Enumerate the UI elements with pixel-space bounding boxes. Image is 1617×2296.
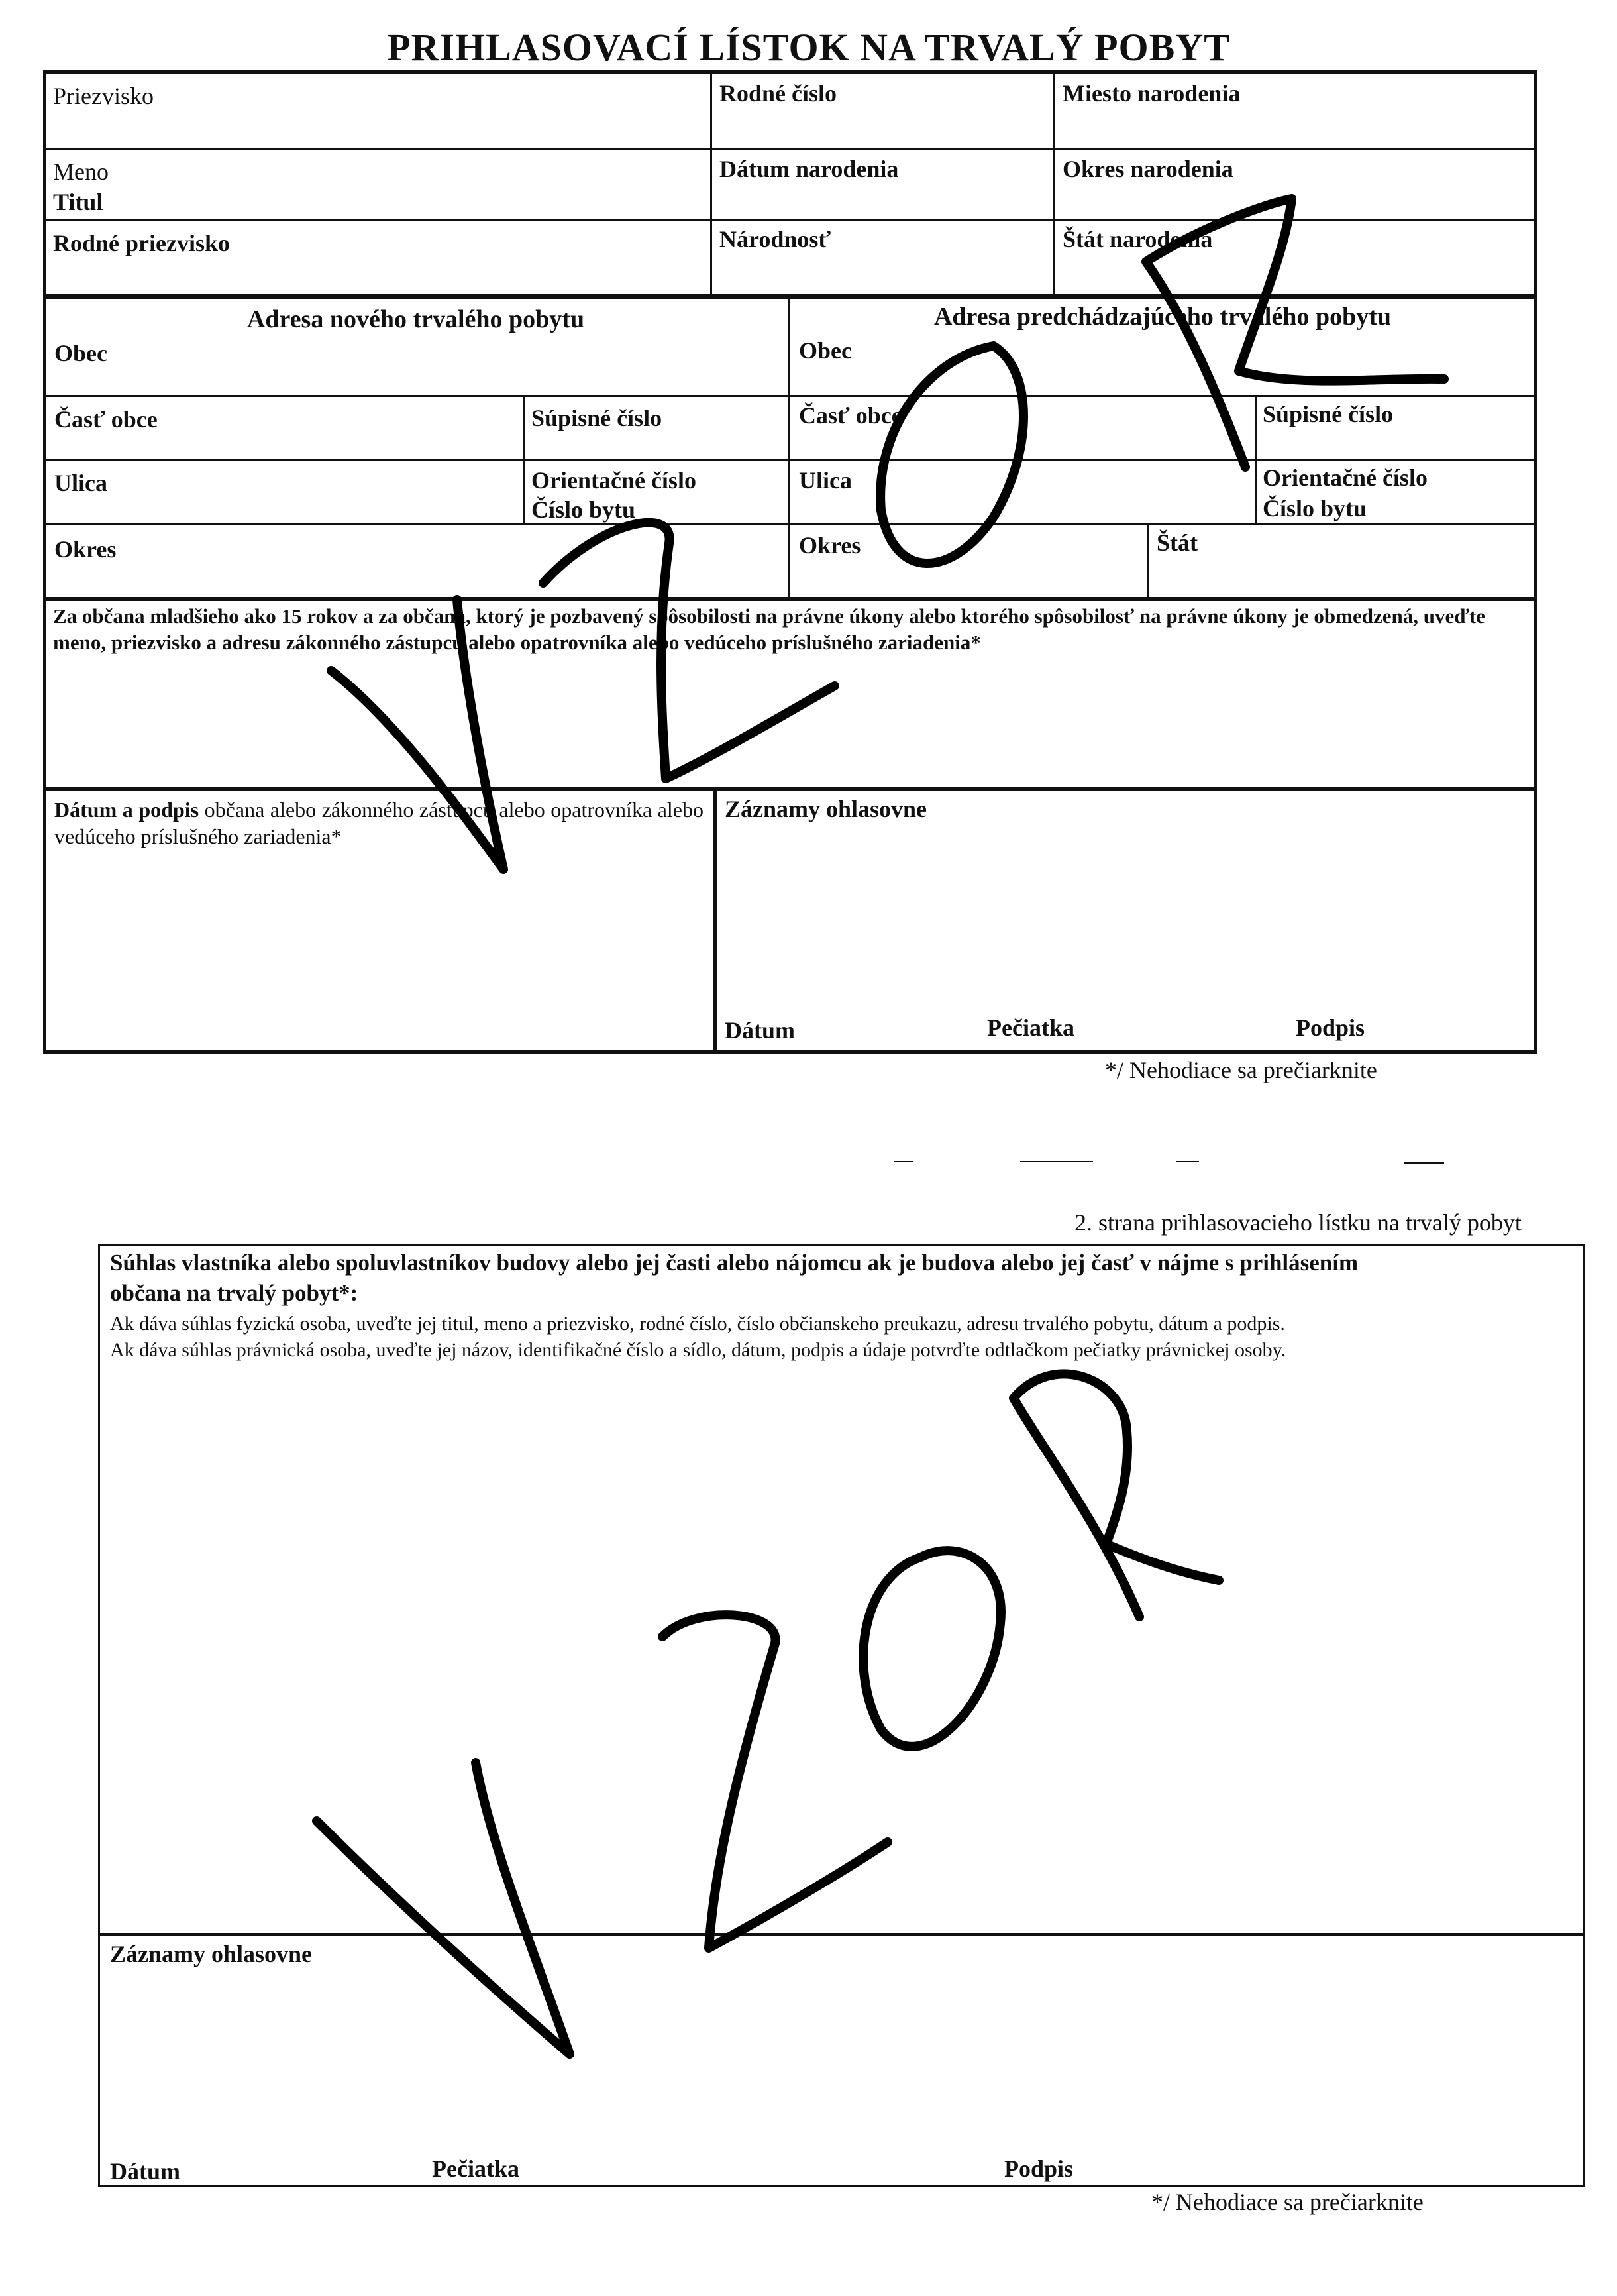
rodne-cislo-label: Rodné číslo xyxy=(719,80,837,107)
consent-text-pravnicka: Ak dáva súhlas právnická osoba, uveďte jej názov, identifikačné číslo a sídlo, dátum, podpis a údaje potvrďte odtlačkom pečiatky právnickej osoby. xyxy=(110,1339,1286,1361)
prev-addr-num-divider xyxy=(1255,395,1257,523)
personal-row-line-2 xyxy=(43,219,1537,221)
new-obec-label: Obec xyxy=(54,340,107,366)
scan-dash xyxy=(1020,1161,1093,1162)
prev-okres-label: Okres xyxy=(799,532,861,559)
footnote-page1: */ Nehodiace sa prečiarknite xyxy=(1105,1057,1377,1083)
prev-orientacne-cislo-label: Orientačné číslo xyxy=(1263,465,1428,491)
okres-narodenia-label: Okres narodenia xyxy=(1063,156,1233,182)
records-peciatka-label-page2: Pečiatka xyxy=(432,2156,519,2182)
consent-heading-line1: Súhlas vlastníka alebo spoluvlastníkov budovy alebo jej časti alebo nájomcu ak je budova alebo jej časť v nájme s prihlásením xyxy=(110,1250,1359,1276)
address-row-line-2 xyxy=(43,459,1537,461)
miesto-narodenia-label: Miesto narodenia xyxy=(1063,80,1241,107)
prev-addr-stat-divider xyxy=(1147,523,1149,600)
narodnost-label: Národnosť xyxy=(719,226,831,252)
scan-dash xyxy=(1176,1161,1199,1162)
new-addr-num-divider xyxy=(523,395,525,523)
prev-supisne-cislo-label: Súpisné číslo xyxy=(1263,401,1394,427)
prev-obec-label: Obec xyxy=(799,337,852,364)
stat-narodenia-label: Štát narodenia xyxy=(1063,226,1213,252)
prev-cislo-bytu-label: Číslo bytu xyxy=(1263,495,1367,521)
new-address-heading: Adresa nového trvalého pobytu xyxy=(246,305,585,333)
new-orientacne-cislo-label: Orientačné číslo xyxy=(531,467,696,494)
address-middle-divider xyxy=(788,296,790,600)
records-podpis-label-page2: Podpis xyxy=(1004,2156,1074,2182)
prev-cast-obce-label: Časť obce xyxy=(799,402,902,429)
new-ulica-label: Ulica xyxy=(54,470,107,496)
prev-stat-label: Štát xyxy=(1157,529,1198,556)
meno-label: Meno xyxy=(53,158,109,185)
signature-label-bold: Dátum a podpis xyxy=(54,798,199,822)
records-heading: Záznamy ohlasovne xyxy=(725,796,927,822)
scan-dash xyxy=(1404,1162,1444,1164)
prev-address-heading: Adresa predchádzajúceho trvalého pobytu xyxy=(933,303,1391,331)
datum-narodenia-label: Dátum narodenia xyxy=(719,156,899,182)
signature-records-divider xyxy=(713,787,717,1054)
footnote-page2: */ Nehodiace sa prečiarknite xyxy=(1151,2189,1424,2215)
signature-label xyxy=(54,796,704,849)
records-datum-label: Dátum xyxy=(725,1017,795,1044)
prev-ulica-label: Ulica xyxy=(799,467,852,494)
new-okres-label: Okres xyxy=(54,536,117,563)
personal-divider-2 xyxy=(1053,70,1055,297)
page2-label: 2. strana prihlasovacieho lístku na trvalý pobyt xyxy=(1074,1209,1522,1236)
scan-dash xyxy=(894,1161,913,1162)
records-heading-page2: Záznamy ohlasovne xyxy=(110,1941,313,1967)
new-cast-obce-label: Časť obce xyxy=(54,406,158,433)
new-supisne-cislo-label: Súpisné číslo xyxy=(531,405,662,431)
records-peciatka-label: Pečiatka xyxy=(987,1014,1074,1041)
form-title: PRIHLASOVACÍ LÍSTOK NA TRVALÝ POBYT xyxy=(387,26,1230,69)
consent-text-fyzicka: Ak dáva súhlas fyzická osoba, uveďte jej titul, meno a priezvisko, rodné číslo, číslo občianskeho preukazu, adresu trvalého pobytu, dátum a podpis. xyxy=(110,1313,1285,1335)
records-box-page2 xyxy=(98,1934,1585,2187)
records-podpis-label: Podpis xyxy=(1296,1014,1365,1041)
guardian-note: Za občana mladšieho ako 15 rokov a za občana, ktorý je pozbavený spôsobilosti na právne úkony alebo ktorého spôsobilosť na právne úkony je obmedzená, uveďte meno, priezvisko a adresu zákonného zástupcu alebo opatrovníka alebo vedúceho príslušného zariadenia* xyxy=(53,604,1486,654)
new-cislo-bytu-label: Číslo bytu xyxy=(531,496,636,523)
address-row-line-1 xyxy=(43,395,1537,397)
personal-row-line-1 xyxy=(43,148,1537,150)
signature-label-rest: občana alebo zákonného zástupcu alebo opatrovníka alebo vedúceho príslušného zariadenia* xyxy=(54,798,704,848)
records-datum-label-page2: Dátum xyxy=(110,2158,180,2185)
priezvisko-label: Priezvisko xyxy=(53,83,154,109)
rodne-priezvisko-label: Rodné priezvisko xyxy=(53,230,231,256)
titul-label: Titul xyxy=(53,189,103,215)
address-row-line-3 xyxy=(43,523,1537,525)
consent-heading-line2: občana na trvalý pobyt*: xyxy=(110,1280,358,1306)
personal-divider-1 xyxy=(710,70,712,297)
